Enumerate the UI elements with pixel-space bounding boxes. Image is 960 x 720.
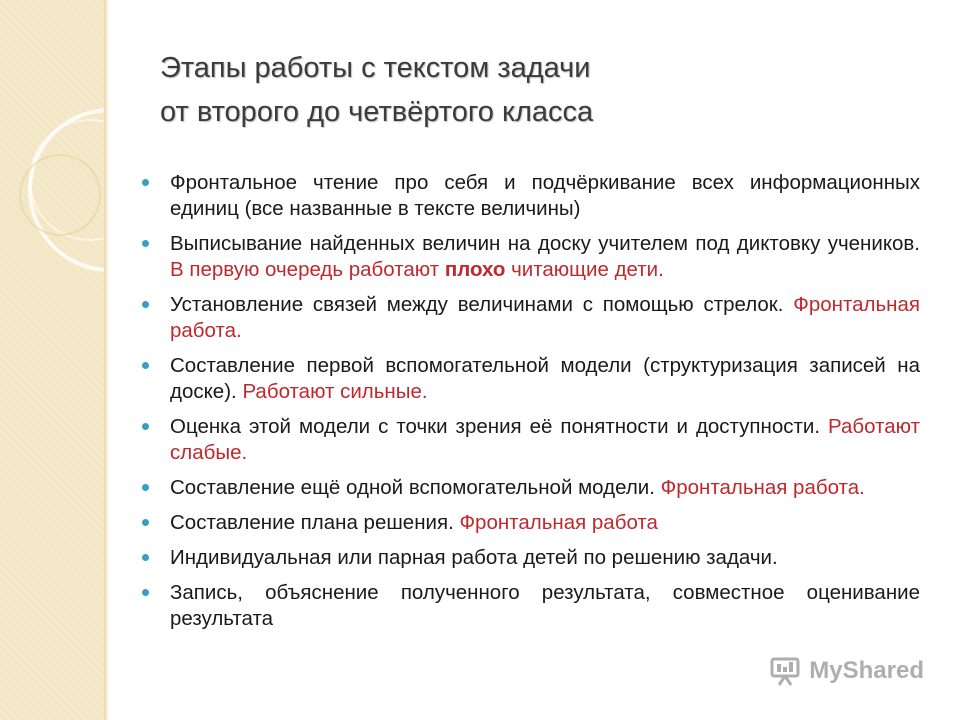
bullet-icon	[142, 519, 149, 526]
decorative-sidebar	[0, 0, 104, 720]
slide-title-line: от второго до четвёртого класса	[160, 96, 594, 128]
bullet-icon	[142, 240, 149, 247]
steps-list	[140, 170, 920, 641]
highlighted-text: Работают слабые.	[170, 415, 920, 464]
decorative-circles	[0, 0, 104, 720]
highlighted-text: Фронтальная работа.	[660, 476, 865, 499]
presentation-board-icon	[769, 656, 801, 686]
list-item	[140, 545, 920, 571]
item-text: Составление первой вспомогательной модели (структуризация записей на доске).	[170, 354, 920, 403]
list-item	[140, 475, 920, 501]
item-text: Фронтальное чтение про себя и подчёркивание всех информационных единиц (все названные в тексте величины)	[170, 171, 920, 220]
list-item	[140, 231, 920, 283]
list-item	[140, 292, 920, 344]
bullet-icon	[142, 589, 149, 596]
item-text: Запись, объяснение полученного результата, совместное оценивание результата	[170, 581, 920, 630]
highlighted-text: В первую очередь работают	[170, 258, 445, 281]
bullet-icon	[142, 179, 149, 186]
highlighted-text: Фронтальная работа	[459, 511, 658, 534]
bullet-icon	[142, 554, 149, 561]
item-text: Оценка этой модели с точки зрения её понятности и доступности.	[170, 415, 829, 438]
item-text: Выписывание найденных величин на доску учителем под диктовку учеников.	[170, 232, 920, 255]
highlighted-text: Фронтальная работа.	[170, 293, 920, 342]
list-item	[140, 170, 920, 222]
bullet-icon	[142, 301, 149, 308]
item-text: Составление плана решения.	[170, 511, 460, 534]
list-item	[140, 353, 920, 405]
bullet-icon	[142, 423, 149, 430]
list-item	[140, 580, 920, 632]
list-item	[140, 510, 920, 536]
slide-title	[160, 46, 920, 134]
highlighted-text: Работают сильные.	[242, 380, 428, 403]
bullet-icon	[142, 484, 149, 491]
item-text: Установление связей между величинами с помощью стрелок.	[170, 293, 794, 316]
watermark-text: MyShared	[809, 657, 924, 684]
list-item	[140, 414, 920, 466]
watermark	[769, 656, 924, 686]
item-text: Индивидуальная или парная работа детей по решению задачи.	[170, 546, 778, 569]
highlighted-text: читающие дети.	[505, 258, 664, 281]
sidebar-edge	[104, 0, 108, 720]
highlighted-text: плохо	[444, 258, 506, 281]
bullet-icon	[142, 362, 149, 369]
slide-title-line: Этапы работы с текстом задачи	[160, 52, 591, 84]
item-text: Составление ещё одной вспомогательной модели.	[170, 476, 661, 499]
